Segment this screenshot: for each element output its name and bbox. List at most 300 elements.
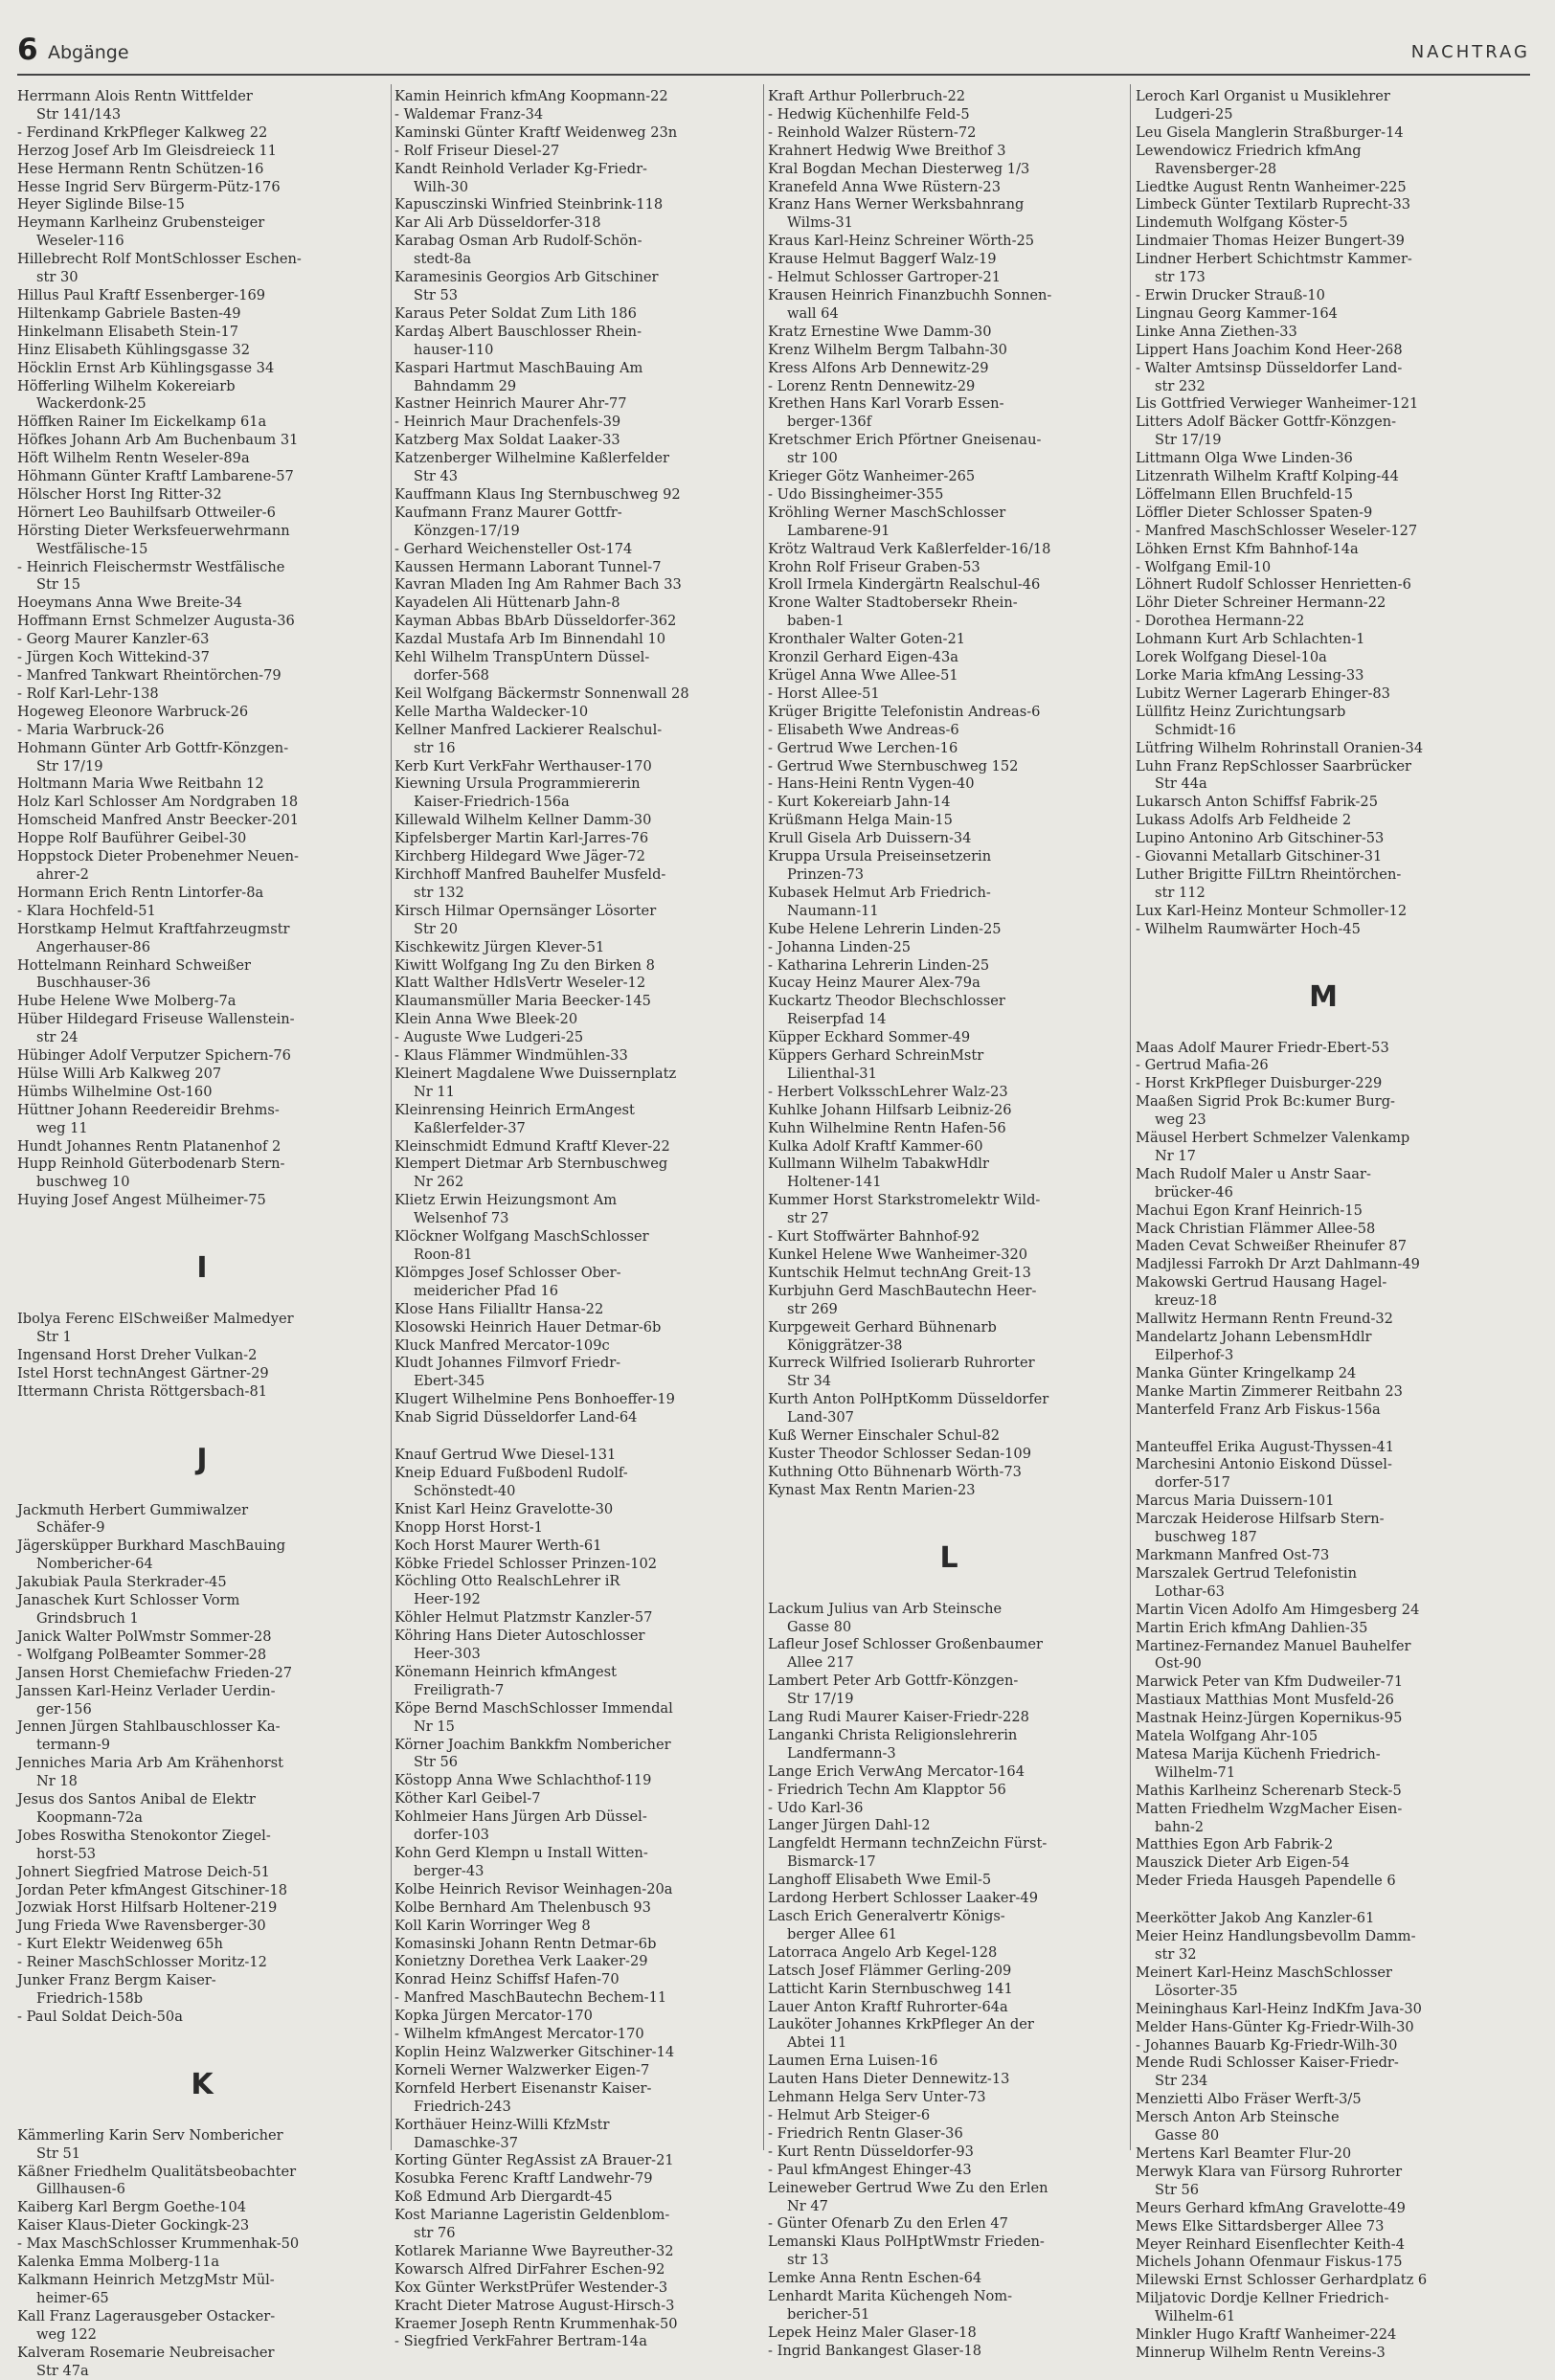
directory-entry (1136, 1965, 1511, 2001)
entry-continuation: Friedrich-243 (414, 2098, 511, 2115)
entry-text: Lauköter Johannes KrkPfleger An der (768, 2016, 1034, 2033)
directory-entry (768, 161, 1130, 179)
directory-entry (1136, 450, 1511, 468)
entry-text: Kauffmann Klaus Ing Sternbuschweg 92 (394, 485, 681, 503)
entry-text: Löffelmann Ellen Bruchfeld-15 (1136, 485, 1354, 503)
directory-entry (17, 1102, 387, 1138)
entry-text: Kelle Martha Waldecker-10 (394, 703, 589, 720)
directory-entry (768, 758, 1130, 776)
entry-text: Kuhn Wilhelmine Rentn Hafen-56 (768, 1119, 1006, 1136)
directory-entry (17, 1502, 387, 1538)
entry-text: Küpper Eckhard Sommer-49 (768, 1029, 971, 1046)
entry-text: Johnert Siegfried Matrose Deich-51 (17, 1863, 270, 1880)
entry-continuation: Wackerdonk-25 (36, 395, 146, 413)
entry-text: Hinkelmann Elisabeth Stein-17 (17, 323, 239, 340)
directory-entry (17, 685, 387, 704)
directory-entry (394, 957, 758, 976)
directory-entry (17, 649, 387, 667)
directory-entry (17, 1574, 387, 1592)
directory-entry (768, 1138, 1130, 1156)
directory-entry (17, 124, 387, 143)
directory-entry (394, 1138, 758, 1156)
entry-text: - Wilhelm Raumwärter Hoch-45 (1136, 920, 1361, 937)
entry-text: Kavran Mladen Ing Am Rahmer Bach 33 (394, 576, 682, 594)
entry-text: Löhr Dieter Schreiner Hermann-22 (1136, 595, 1386, 612)
directory-entry (394, 1519, 758, 1538)
directory-entry (1136, 595, 1511, 613)
entry-continuation: str 269 (787, 1300, 838, 1317)
directory-entry (17, 2127, 387, 2164)
directory-entry (17, 1918, 387, 1936)
entry-text: - Kurt Rentn Düsseldorfer-93 (768, 2143, 974, 2160)
entry-text: Krieger Götz Wanheimer-265 (768, 468, 976, 485)
directory-entry (1136, 1910, 1511, 1928)
entry-text: Kaussen Hermann Laborant Tunnel-7 (394, 558, 662, 575)
entry-text: Katzberg Max Soldat Laaker-33 (394, 432, 620, 449)
entry-text: Kastner Heinrich Maurer Ahr-77 (394, 395, 627, 413)
entry-text: - Elisabeth Wwe Andreas-6 (768, 721, 959, 738)
directory-entry (17, 1791, 387, 1828)
directory-entry (768, 1872, 1130, 1890)
directory-entry (768, 179, 1130, 197)
directory-entry (768, 667, 1130, 685)
entry-continuation: Lösorter-35 (1155, 1982, 1238, 1999)
directory-entry (768, 1319, 1130, 1356)
directory-entry (1136, 342, 1511, 360)
directory-entry (768, 88, 1130, 106)
directory-entry (17, 1899, 387, 1918)
entry-continuation: Abtei 11 (787, 2034, 847, 2052)
entry-continuation: Schönstedt-40 (414, 1482, 516, 1499)
entry-continuation: Wilh-30 (414, 178, 468, 195)
directory-entry (394, 631, 758, 649)
directory-entry (1136, 903, 1511, 921)
directory-entry (1136, 1057, 1511, 1075)
directory-entry (394, 1609, 758, 1628)
directory-entry (1136, 2145, 1511, 2164)
directory-entry (394, 2062, 758, 2080)
directory-entry (394, 414, 758, 432)
directory-entry (17, 468, 387, 486)
directory-entry (768, 1963, 1130, 1981)
entry-text: Löffler Dieter Schlosser Spaten-9 (1136, 504, 1373, 521)
entry-text: Knab Sigrid Düsseldorfer Land-64 (394, 1409, 638, 1426)
directory-entry (17, 595, 387, 613)
entry-text: Lingnau Georg Kammer-164 (1136, 304, 1338, 322)
entry-text: Korneli Werner Walzwerker Eigen-7 (394, 2061, 650, 2078)
directory-entry (394, 1319, 758, 1337)
directory-entry (768, 1120, 1130, 1138)
directory-entry (17, 2199, 387, 2217)
entry-text: Lepek Heinz Maler Glaser-18 (768, 2324, 977, 2341)
directory-entry (394, 2261, 758, 2279)
directory-entry (394, 1355, 758, 1391)
entry-text: Jenniches Maria Arb Am Krähenhorst (17, 1755, 283, 1772)
entry-text: Homscheid Manfred Anstr Beecker-201 (17, 812, 300, 829)
entry-continuation: Str 17/19 (36, 757, 103, 775)
entry-text: Lippert Hans Joachim Kond Heer-268 (1136, 341, 1403, 358)
entry-continuation: Nr 262 (414, 1174, 464, 1191)
entry-text: Käßner Friedhelm Qualitätsbeobachter (17, 2163, 297, 2180)
directory-entry (394, 269, 758, 305)
entry-text: - Ferdinand KrkPfleger Kalkweg 22 (17, 123, 268, 141)
directory-entry (1136, 1256, 1511, 1274)
entry-text: Krausen Heinrich Finanzbuchh Sonnen- (768, 286, 1052, 303)
entry-text: Kratz Ernestine Wwe Damm-30 (768, 323, 992, 340)
entry-text: Korthäuer Heinz-Willi KfzMstr (394, 2116, 610, 2133)
directory-entry (17, 214, 387, 251)
directory-entry (1136, 395, 1511, 414)
directory-entry (17, 414, 387, 432)
entry-text: Krohn Rolf Friseur Graben-53 (768, 558, 980, 575)
directory-entry (768, 1192, 1130, 1228)
entry-text: Kazdal Mustafa Arb Im Binnendahl 10 (394, 631, 666, 648)
directory-entry (1136, 631, 1511, 649)
entry-text: Marwick Peter van Kfm Dudweiler-71 (1136, 1673, 1404, 1691)
directory-entry (1136, 2218, 1511, 2236)
entry-text: Miljatovic Dordje Kellner Friedrich- (1136, 2290, 1389, 2307)
entry-text: Marcus Maria Duissern-101 (1136, 1493, 1335, 1510)
entry-text: Mende Rudi Schlosser Kaiser-Friedr- (1136, 2054, 1399, 2072)
directory-entry (17, 360, 387, 378)
entry-text: - Friedrich Techn Am Klapptor 56 (768, 1781, 1006, 1798)
entry-continuation: Nombericher-64 (36, 1556, 153, 1573)
directory-entry (17, 1972, 387, 2009)
entry-text: Kaspari Hartmut MaschBauing Am (394, 359, 643, 376)
entry-text: Koplin Heinz Walzwerker Gitschiner-14 (394, 2043, 675, 2060)
directory-entry (768, 1999, 1130, 2017)
entry-text: Koch Horst Maurer Werth-61 (394, 1537, 602, 1554)
entry-continuation: Str 1 (36, 1329, 72, 1345)
directory-entry (394, 1391, 758, 1409)
directory-entry (768, 1084, 1130, 1102)
entry-text: - Kurt Kokereiarb Jahn-14 (768, 794, 951, 811)
directory-entry (768, 830, 1130, 848)
directory-entry (768, 1636, 1130, 1673)
entry-text: Kneip Eduard Fußbodenl Rudolf- (394, 1464, 628, 1481)
entry-continuation: Angerhauser-86 (36, 938, 150, 955)
entry-continuation: Allee 217 (787, 1654, 854, 1672)
directory-entry (1136, 2254, 1511, 2272)
entry-text: Liedtke August Rentn Wanheimer-225 (1136, 178, 1407, 195)
entry-text: Littmann Olga Wwe Linden-36 (1136, 450, 1353, 467)
entry-text: - Hans-Heini Rentn Vygen-40 (768, 775, 975, 793)
directory-entry (17, 1383, 387, 1402)
entry-continuation: Str 47a (36, 2362, 89, 2379)
directory-entry (394, 88, 758, 106)
directory-entry (1136, 1783, 1511, 1801)
entry-text: Jung Frieda Wwe Ravensberger-30 (17, 1918, 266, 1935)
entry-text: - Manfred Tankwart Rheintörchen-79 (17, 667, 282, 684)
directory-entry (394, 1538, 758, 1556)
entry-text: Matela Wolfgang Ahr-105 (1136, 1728, 1318, 1745)
entry-text: Krügel Anna Wwe Allee-51 (768, 667, 958, 684)
entry-text: Keil Wolfgang Bäckermstr Sonnenwall 28 (394, 685, 689, 702)
entry-text: - Giovanni Metallarb Gitschiner-31 (1136, 848, 1383, 865)
directory-entry (394, 1953, 758, 1971)
entry-continuation: Heer-303 (414, 1646, 481, 1663)
directory-entry (768, 2234, 1130, 2270)
directory-entry (1136, 1238, 1511, 1256)
directory-entry (394, 2026, 758, 2044)
entry-continuation: Wilhelm-61 (1155, 2308, 1236, 2325)
entry-text: Jakubiak Paula Sterkrader-45 (17, 1574, 227, 1591)
directory-entry (394, 993, 758, 1011)
entry-text: Litzenrath Wilhelm Kraftf Kolping-44 (1136, 468, 1399, 485)
directory-entry (394, 1465, 758, 1501)
entry-text: - Wolfgang Emil-10 (1136, 558, 1272, 575)
directory-entry (1136, 1439, 1511, 1457)
directory-entry (394, 541, 758, 559)
directory-entry (394, 1047, 758, 1066)
directory-entry (1136, 2345, 1511, 2363)
entry-continuation: Ludgeri-25 (1155, 105, 1233, 123)
entry-text: Mews Elke Sittardsberger Allee 73 (1136, 2217, 1385, 2234)
entry-text: Köther Karl Geibel-7 (394, 1790, 541, 1807)
entry-text: Meininghaus Karl-Heinz IndKfm Java-30 (1136, 2000, 1422, 2017)
column-spacer (1136, 1891, 1511, 1910)
entry-text: Kayman Abbas BbArb Düsseldorfer-362 (394, 613, 677, 630)
entry-text: Meurs Gerhard kfmAng Gravelotte-49 (1136, 2199, 1406, 2216)
directory-entry (1136, 486, 1511, 505)
entry-text: - Gertrud Wwe Lerchen-16 (768, 739, 958, 756)
entry-text: Hohmann Günter Arb Gottfr-Könzgen- (17, 739, 289, 756)
entry-text: - Waldemar Franz-34 (394, 105, 544, 123)
directory-entry (394, 233, 758, 269)
directory-entry (394, 704, 758, 722)
directory-entry (17, 1954, 387, 1972)
directory-entry (1136, 812, 1511, 830)
entry-text: Hüber Hildegard Friseuse Wallenstein- (17, 1011, 295, 1028)
directory-entry (768, 1482, 1130, 1500)
entry-text: Krenz Wilhelm Bergm Talbahn-30 (768, 341, 1007, 358)
column-2 (394, 88, 758, 2351)
directory-entry (768, 559, 1130, 577)
directory-entry (394, 2008, 758, 2026)
entry-continuation: Str 44a (1155, 775, 1207, 793)
directory-entry (394, 1228, 758, 1265)
entry-text: Höffken Rainer Im Eickelkamp 61a (17, 414, 267, 431)
entry-text: Machui Egon Kranf Heinrich-15 (1136, 1201, 1363, 1219)
entry-continuation: Freiligrath-7 (414, 1681, 505, 1698)
entry-text: Knopp Horst Horst-1 (394, 1518, 543, 1536)
entry-text: - Manfred MaschSchlosser Weseler-127 (1136, 522, 1418, 539)
directory-entry (394, 1790, 758, 1808)
entry-text: Köchling Otto RealschLehrer iR (394, 1573, 620, 1590)
directory-entry (394, 1881, 758, 1899)
entry-continuation: str 32 (1155, 1946, 1197, 1963)
directory-entry (394, 143, 758, 161)
directory-entry (17, 324, 387, 342)
directory-entry (17, 993, 387, 1011)
directory-entry (1136, 848, 1511, 866)
entry-text: Manka Günter Kringelkamp 24 (1136, 1364, 1357, 1381)
directory-entry (768, 812, 1130, 830)
column-divider (391, 84, 392, 2150)
entry-text: Latorraca Angelo Arb Kegel-128 (768, 1943, 998, 1961)
entry-text: Kiwitt Wolfgang Ing Zu den Birken 8 (394, 956, 655, 974)
entry-continuation: Weseler-116 (36, 233, 124, 250)
entry-text: Kröhling Werner MaschSchlosser (768, 504, 1006, 521)
directory-entry (394, 1409, 758, 1427)
entry-text: - Walter Amtsinsp Düsseldorfer Land- (1136, 359, 1403, 376)
entry-text: Lange Erich VerwAng Mercator-164 (768, 1763, 1025, 1780)
directory-entry (17, 305, 387, 324)
entry-continuation: Str 51 (36, 2144, 81, 2162)
entry-text: - Kurt Stoffwärter Bahnhof-92 (768, 1228, 980, 1246)
directory-entry (1136, 214, 1511, 233)
entry-text: - Horst KrkPfleger Duisburger-229 (1136, 1075, 1383, 1092)
directory-entry (17, 559, 387, 595)
entry-text: Kraft Arthur Pollerbruch-22 (768, 88, 966, 104)
entry-continuation: Buschhauser-36 (36, 975, 151, 992)
directory-entry (1136, 143, 1511, 179)
entry-text: Knauf Gertrud Wwe Diesel-131 (394, 1447, 617, 1464)
directory-entry (1136, 1801, 1511, 1837)
entry-text: Leroch Karl Organist u Musiklehrer (1136, 88, 1390, 104)
directory-entry (768, 1981, 1130, 1999)
directory-entry (768, 2107, 1130, 2125)
entry-text: Koß Edmund Arb Diergardt-45 (394, 2189, 613, 2206)
directory-entry (768, 1709, 1130, 1727)
directory-entry (394, 1447, 758, 1465)
directory-entry (1136, 2109, 1511, 2145)
entry-text: Hüttner Johann Reedereidir Brehms- (17, 1101, 280, 1118)
entry-continuation: Gasse 80 (787, 1618, 852, 1635)
entry-continuation: Kaiser-Friedrich-156a (414, 794, 570, 811)
entry-text: Kalenka Emma Molberg-11a (17, 2254, 220, 2271)
entry-continuation: Str 234 (1155, 2073, 1208, 2090)
entry-continuation: Str 141/143 (36, 105, 122, 123)
entry-continuation: Str 15 (36, 576, 81, 594)
entry-text: Krethen Hans Karl Vorarb Essen- (768, 395, 1004, 413)
entry-continuation: Kaßlerfelder-37 (414, 1119, 526, 1136)
entry-text: Matesa Marija Küchenh Friedrich- (1136, 1745, 1381, 1763)
entry-text: Hörsting Dieter Werksfeuerwehrmann (17, 522, 290, 539)
entry-continuation: Bismarck-17 (787, 1853, 876, 1871)
entry-text: Köpe Bernd MaschSchlosser Immendal (394, 1699, 673, 1717)
directory-entry (17, 1864, 387, 1882)
entry-continuation: str 24 (36, 1029, 79, 1046)
entry-text: Höfferling Wilhelm Kokereiarb (17, 377, 236, 394)
letter-heading: L (939, 1540, 958, 1575)
directory-entry (394, 2316, 758, 2334)
directory-entry (394, 1936, 758, 1954)
entry-continuation: Könzgen-17/19 (414, 522, 520, 539)
entry-text: Krull Gisela Arb Duissern-34 (768, 830, 972, 847)
column-4 (1136, 88, 1511, 2363)
entry-text: - Gertrud Wwe Sternbuschweg 152 (768, 757, 1019, 775)
entry-text: Marczak Heiderose Hilfsarb Stern- (1136, 1511, 1385, 1528)
directory-entry (1136, 649, 1511, 667)
directory-entry (1136, 1202, 1511, 1221)
entry-text: - Heinrich Maur Drachenfels-39 (394, 414, 621, 431)
directory-entry (768, 1391, 1130, 1427)
directory-entry (394, 2333, 758, 2351)
entry-text: - Heinrich Fleischermstr Westfälische (17, 558, 285, 575)
entry-text: Kox Günter WerkstPrüfer Westender-3 (394, 2279, 668, 2296)
entry-text: Latsch Josef Flämmer Gerling-209 (768, 1962, 1012, 1979)
entry-text: Hoppe Rolf Bauführer Geibel-30 (17, 830, 247, 847)
entry-text: - Auguste Wwe Ludgeri-25 (394, 1029, 584, 1046)
entry-text: Katzenberger Wilhelmine Kaßlerfelder (394, 450, 669, 467)
directory-entry (394, 830, 758, 848)
entry-text: Klatt Walther HdlsVertr Weseler-12 (394, 975, 646, 992)
directory-entry (394, 559, 758, 577)
directory-entry (768, 649, 1130, 667)
entry-continuation: str 76 (414, 2225, 456, 2242)
directory-entry (1136, 360, 1511, 396)
entry-text: Lubitz Werner Lagerarb Ehinger-83 (1136, 685, 1390, 702)
entry-text: Höfkes Johann Arb Am Buchenbaum 31 (17, 432, 299, 449)
directory-entry (768, 342, 1130, 360)
entry-text: Lorek Wolfgang Diesel-10a (1136, 649, 1327, 666)
directory-entry (394, 1029, 758, 1047)
entry-text: Kohn Gerd Klempn u Install Witten- (394, 1845, 648, 1861)
directory-entry (394, 758, 758, 776)
entry-text: Holtmann Maria Wwe Reitbahn 12 (17, 775, 264, 793)
entry-continuation: str 16 (414, 739, 456, 756)
entry-continuation: termann-9 (36, 1737, 111, 1754)
directory-entry (1136, 576, 1511, 595)
entry-text: Kowarsch Alfred DirFahrer Eschen-92 (394, 2260, 665, 2278)
entry-continuation: Roon-81 (414, 1246, 473, 1263)
directory-entry (1136, 1854, 1511, 1873)
entry-text: - Udo Bissingheimer-355 (768, 485, 944, 503)
entry-text: Hogeweg Eleonore Warbruck-26 (17, 703, 249, 720)
entry-text: - Rolf Karl-Lehr-138 (17, 685, 159, 702)
entry-text: - Georg Maurer Kanzler-63 (17, 631, 210, 648)
directory-entry (1136, 1166, 1511, 1202)
entry-text: Hese Hermann Rentn Schützen-16 (17, 160, 264, 177)
directory-entry (1136, 1673, 1511, 1692)
directory-entry (768, 921, 1130, 939)
entry-text: Köhler Helmut Platzmstr Kanzler-57 (394, 1609, 653, 1627)
entry-continuation: Str 56 (414, 1754, 459, 1771)
entry-text: Hottelmann Reinhard Schweißer (17, 956, 251, 974)
entry-text: Linke Anna Ziethen-33 (1136, 323, 1297, 340)
entry-continuation: Wilhelm-71 (1155, 1763, 1236, 1781)
entry-text: Kipfelsberger Martin Karl-Jarres-76 (394, 830, 649, 847)
entry-text: Ingensand Horst Dreher Vulkan-2 (17, 1346, 258, 1363)
directory-entry (394, 939, 758, 957)
entry-continuation: weg 122 (36, 2325, 97, 2343)
directory-entry (394, 1066, 758, 1102)
entry-text: - Manfred MaschBautechn Bechem-11 (394, 1989, 667, 2007)
directory-entry (17, 2345, 387, 2380)
directory-entry (1136, 1602, 1511, 1620)
directory-entry (394, 1337, 758, 1356)
directory-entry (1136, 2290, 1511, 2326)
directory-entry (17, 1347, 387, 1365)
directory-entry (768, 124, 1130, 143)
entry-text: - Helmut Schlosser Gartroper-21 (768, 269, 1002, 286)
entry-text: Kopka Jürgen Mercator-170 (394, 2008, 593, 2025)
directory-entry (1136, 613, 1511, 631)
entry-text: Jackmuth Herbert Gummiwalzer (17, 1501, 249, 1518)
directory-entry (17, 1066, 387, 1084)
entry-text: - Gerhard Weichensteller Ost-174 (394, 540, 633, 557)
entry-text: Hoffmann Ernst Schmelzer Augusta-36 (17, 613, 295, 630)
directory-entry (17, 432, 387, 450)
directory-entry (17, 486, 387, 505)
entry-text: Herzog Josef Arb Im Gleisdreieck 11 (17, 142, 277, 159)
entry-continuation: wall 64 (787, 304, 839, 322)
entry-text: Komasinski Johann Rentn Detmar-6b (394, 1935, 657, 1952)
directory-entry (1136, 1456, 1511, 1493)
entry-text: Killewald Wilhelm Kellner Damm-30 (394, 812, 652, 829)
entry-text: Milewski Ernst Schlosser Gerhardplatz 6 (1136, 2272, 1428, 2289)
